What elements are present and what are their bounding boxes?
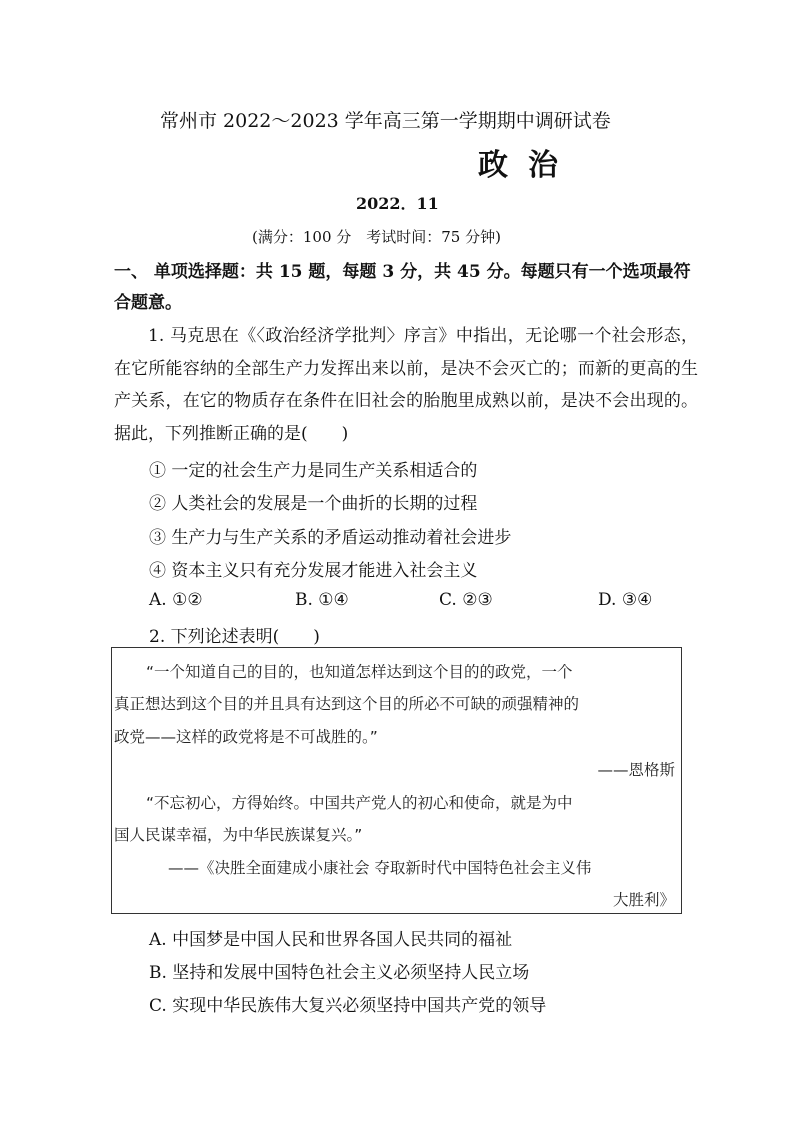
q1-choice-b: B. ①④ [295, 590, 349, 610]
subject-title: 政治 [478, 148, 578, 183]
q1-item-1: ① 一定的社会生产力是同生产关系相适合的 [149, 461, 478, 481]
question-2-stem: 2. 下列论述表明( ) [149, 627, 320, 647]
quote2-source-line-1: ——《决胜全面建成小康社会 夺取新时代中国特色社会主义伟 [168, 859, 592, 877]
q1-choice-a: A. ①② [149, 590, 203, 610]
exam-date: 2022．11 [356, 194, 439, 213]
quote1-line-2: 真正想达到这个目的并且具有达到这个目的所必不可缺的顽强精神的 [114, 695, 580, 713]
q1-item-4: ④ 资本主义只有充分发展才能进入社会主义 [149, 561, 478, 581]
quote1-line-3: 政党——这样的政党将是不可战胜的。” [114, 728, 378, 746]
quote-box [111, 647, 682, 914]
q2-answer-c: C. 实现中华民族伟大复兴必须坚持中国共产党的领导 [149, 996, 547, 1016]
q1-item-2: ② 人类社会的发展是一个曲折的长期的过程 [149, 494, 478, 514]
q1-item-3: ③ 生产力与生产关系的矛盾运动推动着社会进步 [149, 528, 512, 548]
question-1-stem: 1. 马克思在《〈政治经济学批判〉序言》中指出，无论哪一个社会形态，在它所能容纳的全部生产力发挥出来以前，是决不会灭亡的；而新的更高的生产关系，在它的物质存在条件在旧社会的胎胞里成熟以前，是决不会出现的。据此，下列推断正确的是( ) [114, 326, 698, 444]
quote1-source: ——恩格斯 [597, 761, 675, 779]
quote2-line-2: 国人民谋幸福，为中华民族谋复兴。” [114, 826, 363, 844]
exam-info: (满分：100 分 考试时间：75 分钟) [252, 228, 501, 246]
q1-choice-c: C. ②③ [439, 590, 493, 610]
q1-choice-d: D. ③④ [598, 590, 653, 610]
exam-title: 常州市 2022～2023 学年高三第一学期期中调研试卷 [160, 110, 611, 132]
quote1-line-1: “一个知道自己的目的，也知道怎样达到这个目的的政党，一个 [146, 663, 573, 681]
q2-answer-a: A. 中国梦是中国人民和世界各国人民共同的福祉 [149, 930, 513, 950]
quote2-line-1: “不忘初心，方得始终。中国共产党人的初心和使命，就是为中 [146, 794, 573, 812]
quote2-source-line-2: 大胜利》 [612, 891, 675, 909]
section-heading: 一、 单项选择题：共 15 题，每题 3 分，共 45 分。每题只有一个选项最符合题意。 [114, 262, 691, 313]
q2-answer-b: B. 坚持和发展中国特色社会主义必须坚持人民立场 [149, 963, 530, 983]
